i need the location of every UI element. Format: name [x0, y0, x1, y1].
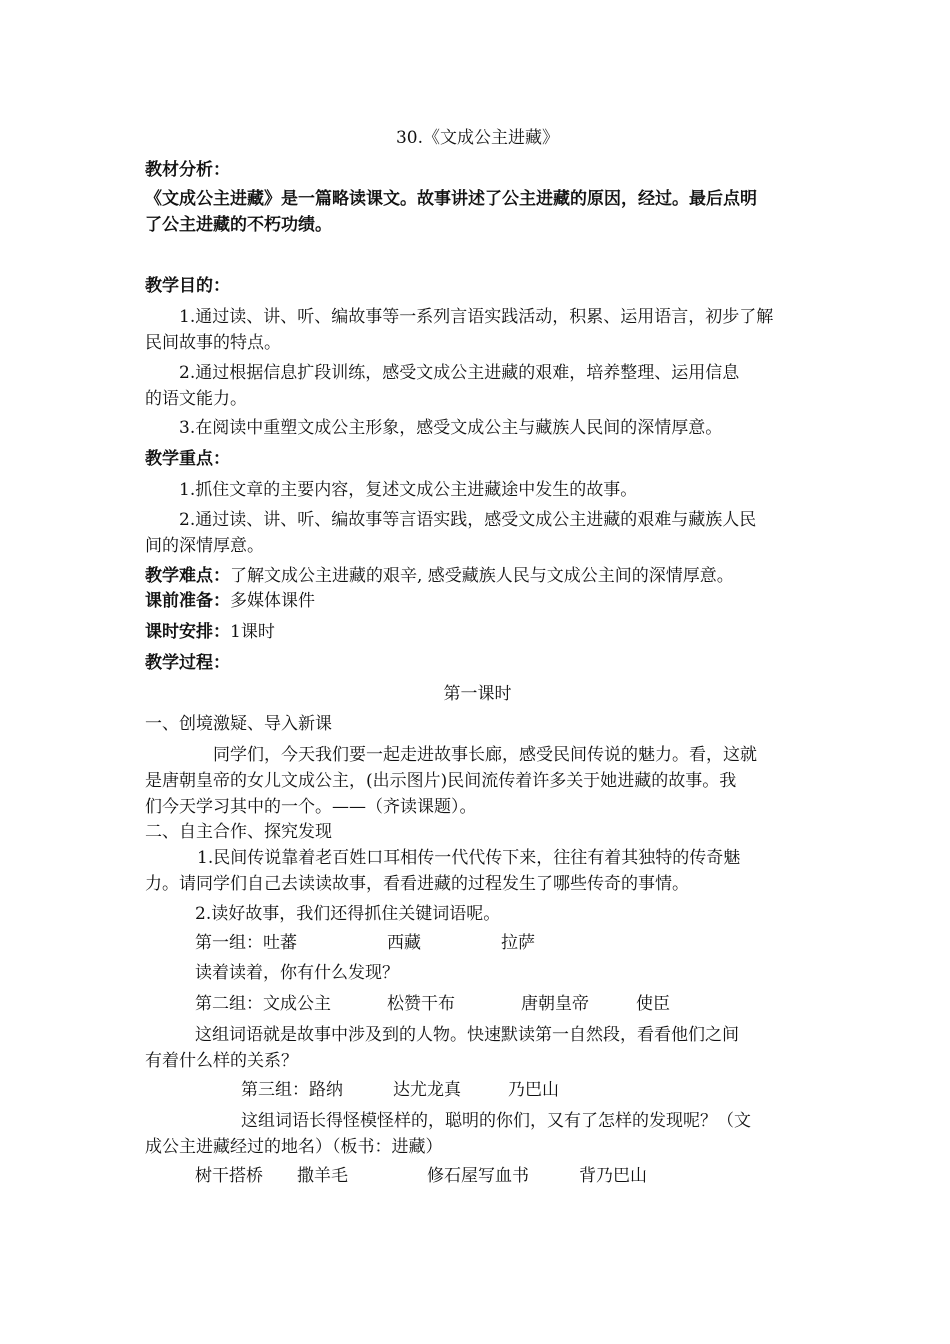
goal-1-line-1: 1.通过读、讲、听、编故事等一系列言语实践活动，积累、运用语言，初步了解 [179, 307, 774, 327]
group-3-word-3: 乃巴山 [508, 1080, 559, 1100]
prep-label: 课前准备： [145, 591, 230, 611]
analysis-text-line-1: 《文成公主进藏》是一篇略读课文。故事讲述了公主进藏的原因，经过。最后点明 [145, 189, 757, 209]
part-1-heading: 一、创境激疑、导入新课 [145, 714, 332, 734]
event-4: 背乃巴山 [579, 1166, 647, 1186]
group-1-word-2: 西藏 [387, 933, 421, 953]
event-2: 撒羊毛 [297, 1166, 348, 1186]
goal-1-line-2: 民间故事的特点。 [145, 333, 281, 353]
analysis-text-line-2: 了公主进藏的不朽功绩。 [145, 215, 332, 235]
group-2-word-2: 松赞干布 [387, 994, 455, 1014]
goal-3: 3.在阅读中重塑文成公主形象，感受文成公主与藏族人民间的深情厚意。 [179, 418, 723, 438]
process-heading: 教学过程： [145, 653, 230, 673]
event-1: 树干搭桥 [195, 1166, 263, 1186]
part-1-para-line-1: 同学们，今天我们要一起走进故事长廊，感受民间传说的魅力。看，这就 [213, 745, 757, 765]
part-2-item-1-line-2: 力。请同学们自己去读读故事，看看进藏的过程发生了哪些传奇的事情。 [145, 874, 689, 894]
group-2-para-line-2: 有着什么样的关系？ [145, 1051, 298, 1071]
part-2-heading: 二、自主合作、探究发现 [145, 822, 332, 842]
goal-2-line-1: 2.通过根据信息扩段训练，感受文成公主进藏的艰难，培养整理、运用信息 [179, 363, 740, 383]
part-1-para-line-2: 是唐朝皇帝的女儿文成公主，(出示图片)民间流传着许多关于她进藏的故事。我 [145, 771, 737, 791]
part-2-item-1-line-1: 1.民间传说靠着老百姓口耳相传一代代传下来，往往有着其独特的传奇魅 [197, 848, 741, 868]
group-2-word-4: 使臣 [636, 994, 670, 1014]
part-2-item-2: 2.读好故事，我们还得抓住关键词语呢。 [195, 904, 501, 924]
lesson-title: 第一课时 [443, 684, 512, 704]
prep-text: 多媒体课件 [230, 591, 315, 611]
group-3-para-line-2: 成公主进藏经过的地名）（板书：进藏） [145, 1137, 443, 1157]
group-2-word-3: 唐朝皇帝 [521, 994, 589, 1014]
goals-heading: 教学目的： [145, 276, 230, 296]
goal-2-line-2: 的语文能力。 [145, 389, 247, 409]
group-3-word-2: 达尤龙真 [393, 1080, 461, 1100]
group-1-label: 第一组：吐蕃 [195, 933, 297, 953]
prep-row [145, 591, 810, 611]
analysis-heading: 教材分析： [145, 160, 230, 180]
hours-row [145, 622, 810, 642]
part-1-para-line-3: 们今天学习其中的一个。——（齐读课题）。 [145, 797, 477, 817]
key-1: 1.抓住文章的主要内容，复述文成公主进藏途中发生的故事。 [179, 480, 638, 500]
key-heading: 教学重点： [145, 449, 230, 469]
event-3: 修石屋写血书 [427, 1166, 529, 1186]
group-3-label: 第三组：路纳 [241, 1080, 343, 1100]
difficulty-row [145, 566, 810, 586]
difficulty-text: 了解文成公主进藏的艰辛, 感受藏族人民与文成公主间的深情厚意。 [230, 566, 734, 586]
key-2-line-2: 间的深情厚意。 [145, 536, 264, 556]
group-1-word-3: 拉萨 [501, 933, 535, 953]
group-2-label: 第二组：文成公主 [195, 994, 331, 1014]
hours-label: 课时安排： [145, 622, 230, 642]
hours-text: 1课时 [230, 622, 275, 642]
difficulty-label: 教学难点： [145, 566, 230, 586]
find-question: 读着读着，你有什么发现？ [195, 963, 399, 983]
page-title: 30.《文成公主进藏》 [395, 128, 560, 148]
key-2-line-1: 2.通过读、讲、听、编故事等言语实践，感受文成公主进藏的艰难与藏族人民 [179, 510, 757, 530]
group-3-para-line-1: 这组词语长得怪模怪样的，聪明的你们，又有了怎样的发现呢？（文 [241, 1111, 751, 1131]
group-2-para-line-1: 这组词语就是故事中涉及到的人物。快速默读第一自然段，看看他们之间 [195, 1025, 739, 1045]
